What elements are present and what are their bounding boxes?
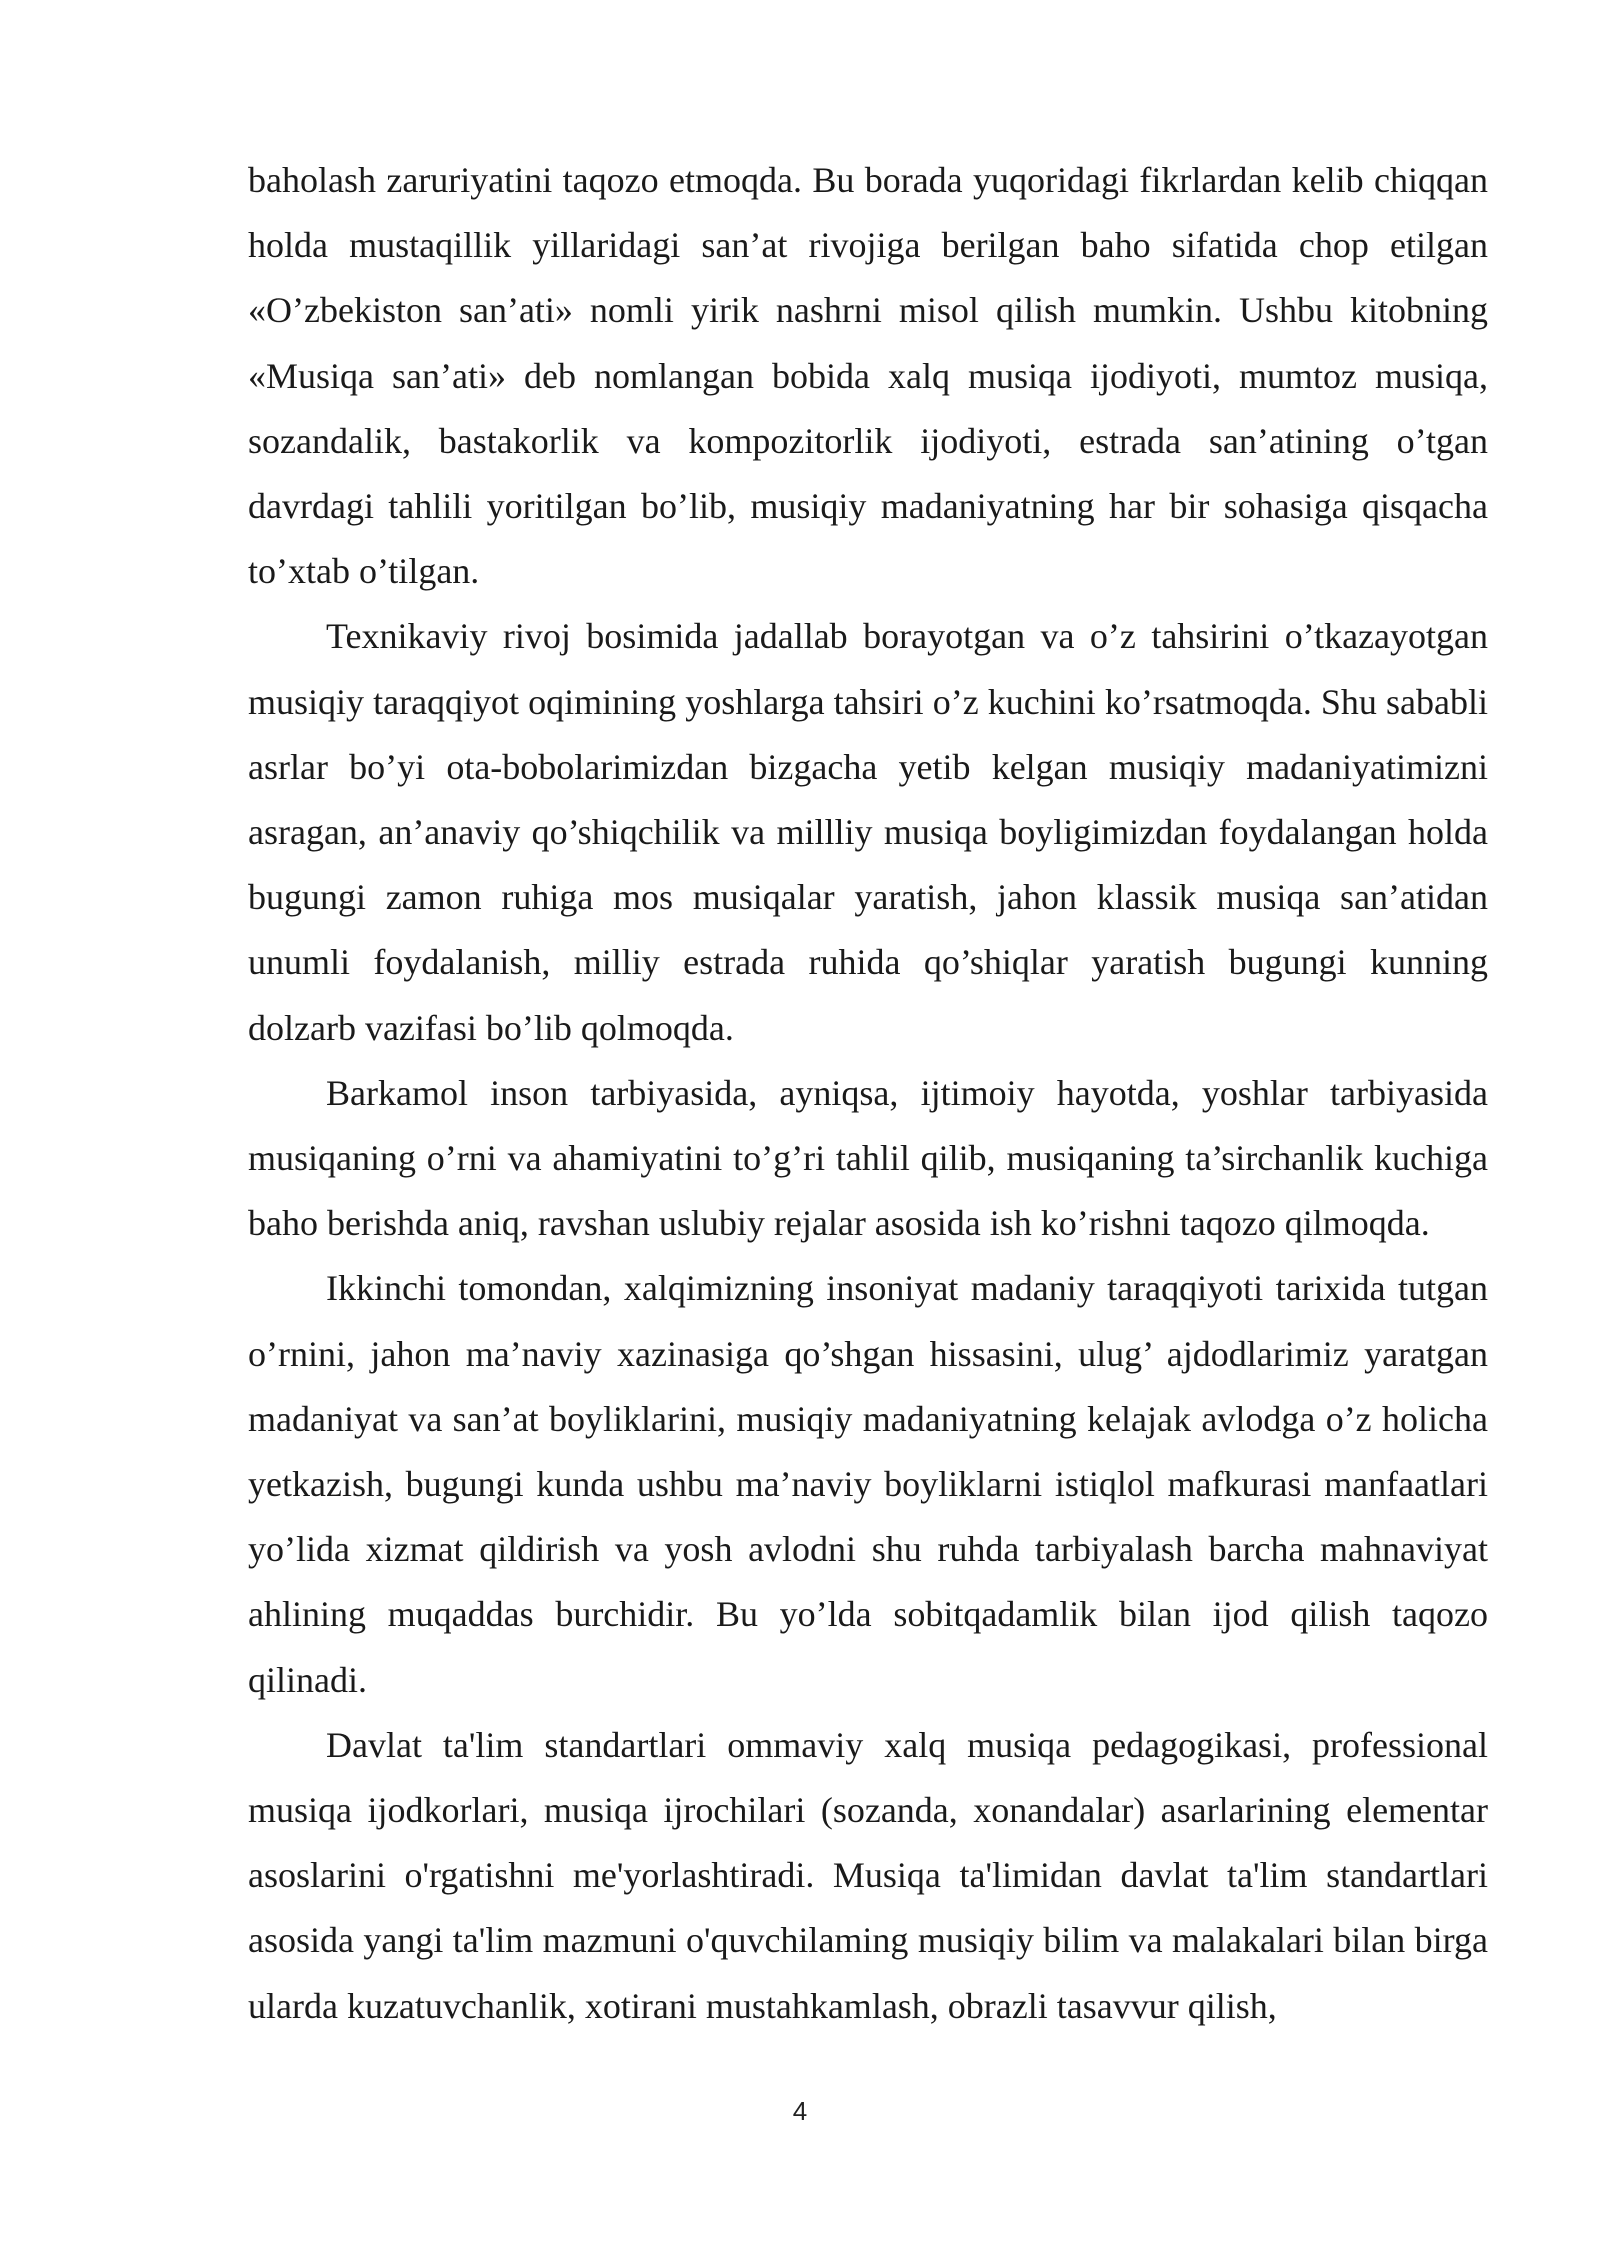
paragraph-3: Barkamol inson tarbiyasida, ayniqsa, ijtimoiy hayotda, yoshlar tarbiyasida musiqaning o’rni va ahamiyatini to’g’ri tahlil qilib, musiqaning ta’sirchanlik kuchiga baho berishda aniq, ravshan uslubiy rejalar asosida ish ko’rishni taqozo qilmoqda. (248, 1072, 1488, 1244)
body-text (248, 148, 1488, 2039)
paragraph-1: baholash zaruriyatini taqozo etmoqda. Bu borada yuqoridagi fikrlardan kelib chiqqan holda mustaqillik yillaridagi san’at rivojiga berilgan baho sifatida chop etilgan «O’zbekiston san’ati» nomli yirik nashrni misol qilish mumkin. Ushbu kitobning «Musiqa san’ati» deb nomlangan bobida xalq musiqa ijodiyoti, mumtoz musiqa, sozandalik, bastakorlik va kompozitorlik ijodiyoti, estrada san’atining o’tgan davrdagi tahlili yoritilgan bo’lib, musiqiy madaniyatning har bir sohasiga qisqacha to’xtab o’tilgan. (248, 160, 1488, 592)
page-number: 4 (792, 2096, 808, 2126)
paragraph-5: Davlat ta'lim standartlari ommaviy xalq musiqa pedagogikasi, professional musiqa ijodkorlari, musiqa ijrochilari (sozanda, xonandalar) asarlarining elementar asoslarini o'rgatishni me'yorlashtiradi. Musiqa ta'limidan davlat ta'lim standartlari asosida yangi ta'lim mazmuni o'quvchilaming musiqiy bilim va malakalari bilan birga ularda kuzatuvchanlik, xotirani mustahkamlash, obrazli tasavvur qilish, (248, 1724, 1488, 2026)
paragraph-4: Ikkinchi tomondan, xalqimizning insoniyat madaniy taraqqiyoti tarixida tutgan o’rnini, jahon ma’naviy xazinasiga qo’shgan hissasini, ulug’ ajdodlarimiz yaratgan madaniyat va san’at boyliklarini, musiqiy madaniyatning kelajak avlodga o’z holicha yetkazish, bugungi kunda ushbu ma’naviy boyliklarni istiqlol mafkurasi manfaatlari yo’lida xizmat qildirish va yosh avlodni shu ruhda tarbiyalash barcha mahnaviyat ahlining muqaddas burchidir. Bu yo’lda sobitqadamlik bilan ijod qilish taqozo qilinadi. (248, 1268, 1488, 1700)
paragraph-2: Texnikaviy rivoj bosimida jadallab borayotgan va o’z tahsirini o’tkazayotgan musiqiy taraqqiyot oqimining yoshlarga tahsiri o’z kuchini ko’rsatmoqda. Shu sababli asrlar bo’yi ota-bobolarimizdan bizgacha yetib kelgan musiqiy madaniyatimizni asragan, an’anaviy qo’shiqchilik va millliy musiqa boyligimizdan foydalangan holda bugungi zamon ruhiga mos musiqalar yaratish, jahon klassik musiqa san’atidan unumli foydalanish, milliy estrada ruhida qo’shiqlar yaratish bugungi kunning dolzarb vazifasi bo’lib qolmoqda. (248, 616, 1488, 1048)
